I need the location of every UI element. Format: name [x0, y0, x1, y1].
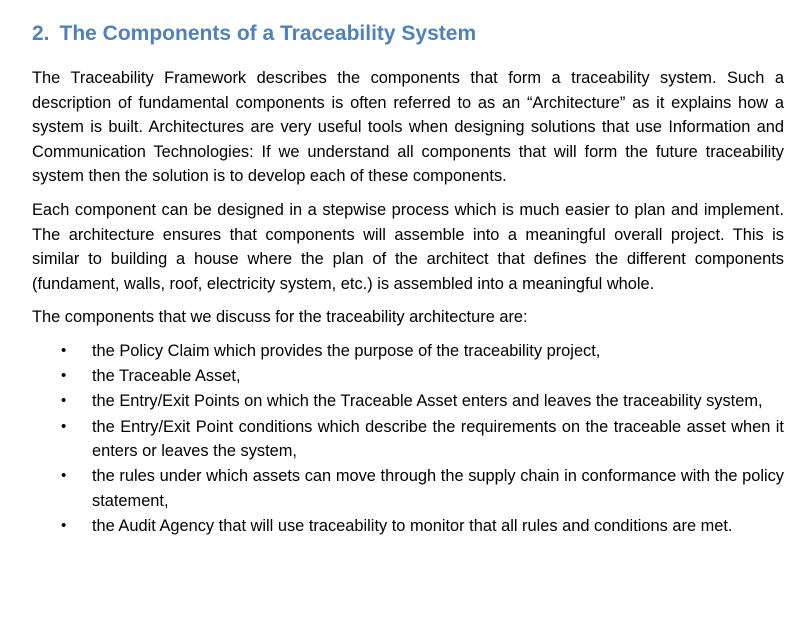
- list-item-text: the Audit Agency that will use traceability to monitor that all rules and conditions are met.: [92, 517, 733, 536]
- document-body: [32, 66, 784, 539]
- list-item-text: the Entry/Exit Points on which the Traceable Asset enters and leaves the traceability system,: [92, 392, 763, 411]
- bullet-icon: •: [61, 517, 67, 535]
- section-number: 2.: [32, 22, 50, 45]
- list-item-text: the Traceable Asset,: [92, 367, 241, 386]
- list-item-text: the rules under which assets can move through the supply chain in conformance with the policy statement,: [92, 467, 784, 510]
- list-item: [32, 514, 784, 539]
- list-item: [32, 415, 784, 464]
- paragraph: The Traceability Framework describes the components that form a traceability system. Such a description of fundamental components is often referred to as an “Architecture” as it explains how a system is built. Architectures are very useful tools when designing solutions that use Information and Communication Technologies: If we understand all components that will form the future traceability system then the solution is to develop each of these components.: [32, 69, 784, 186]
- list-intro: The components that we discuss for the traceability architecture are:: [32, 308, 528, 327]
- bullet-icon: •: [61, 467, 67, 485]
- list-item-text: the Entry/Exit Point conditions which describe the requirements on the traceable asset when it enters or leaves the system,: [92, 417, 784, 461]
- list-item: [32, 339, 784, 364]
- bullet-icon: •: [61, 417, 67, 435]
- paragraph: Each component can be designed in a stepwise process which is much easier to plan and implement. The architecture ensures that components will assemble into a meaningful overall project. This is similar to building a house where the plan of the architect that defines the different components (fundament, walls, roof, electricity system, etc.) is assembled into a meaningful whole.: [32, 200, 784, 293]
- section-heading: [32, 20, 476, 48]
- list-item: [32, 389, 784, 414]
- bullet-icon: •: [61, 341, 67, 359]
- bullet-icon: •: [61, 392, 67, 410]
- bullet-icon: •: [61, 367, 67, 385]
- list-item-text: the Policy Claim which provides the purpose of the traceability project,: [92, 341, 601, 360]
- list-item: [32, 464, 784, 513]
- section-title: The Components of a Traceability System: [59, 22, 477, 45]
- list-item: [32, 364, 784, 389]
- component-list: [32, 339, 784, 539]
